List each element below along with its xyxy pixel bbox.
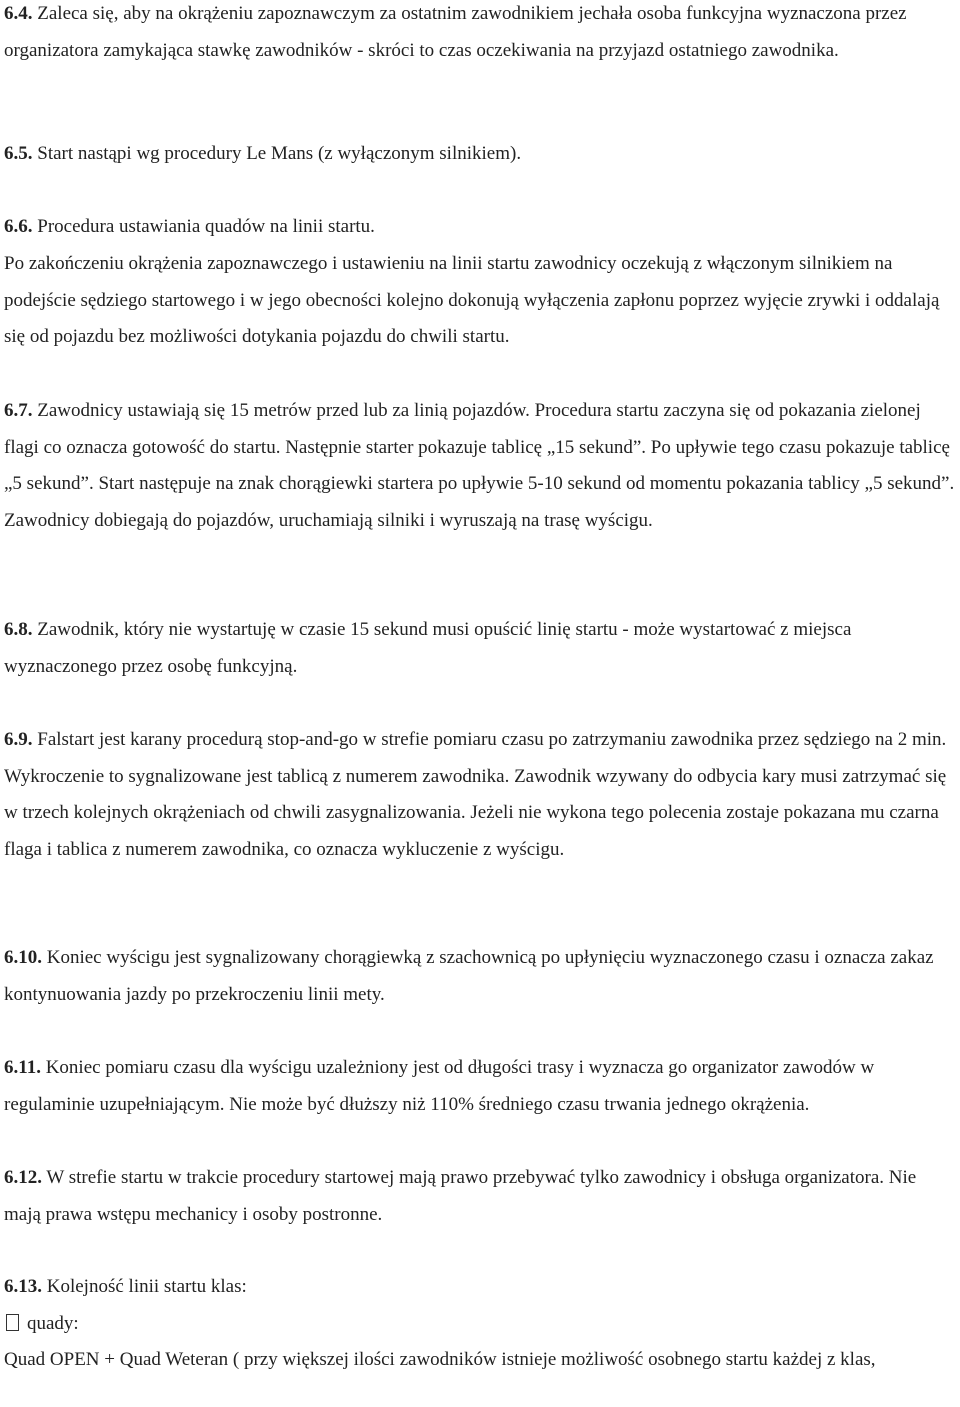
paragraph-6-9: [4, 722, 956, 868]
section-number: 6.10.: [4, 947, 42, 968]
paragraph-text: Falstart jest karany procedurą stop-and-go w strefie pomiaru czasu po zatrzymaniu zawodnika przez sędziego na 2 min. Wykroczenie to sygnalizowane jest tablicą z numerem zawodnika. Zawodnik wzywany do odbycia kary musi zatrzymać się w trzech kolejnych okrążeniach od chwili zasygnalizowania. Jeżeli nie wykona tego polecenia zostaje pokazana mu czarna flaga i tablica z numerem zawodnika, co oznacza wykluczenie z wyścigu.: [4, 729, 947, 860]
paragraph-text: Procedura ustawiania quadów na linii startu.: [32, 216, 375, 237]
section-number: 6.11.: [4, 1057, 41, 1078]
paragraph-text: Zaleca się, aby na okrążeniu zapoznawczym za ostatnim zawodnikiem jechała osoba funkcyjna wyznaczona przez organizatora zamykająca stawkę zawodników - skróci to czas oczekiwania na przyjazd ostatniego zawodnika.: [4, 3, 907, 61]
paragraph-text: Zawodnik, który nie wystartuję w czasie 15 sekund musi opuścić linię startu - może wystartować z miejsca wyznaczonego przez osobę funkcyjną.: [4, 619, 852, 677]
paragraph-text: Quad OPEN + Quad Weteran ( przy większej ilości zawodników istnieje możliwość osobnego startu każdej z klas,: [4, 1349, 876, 1370]
bullet-text: quady:: [27, 1313, 79, 1334]
paragraph-6-6-body: [4, 246, 956, 356]
paragraph-text: Koniec wyścigu jest sygnalizowany chorągiewką z szachownicą po upłynięciu wyznaczonego czasu i oznacza zakaz kontynuowania jazdy po przekroczeniu linii mety.: [4, 947, 934, 1005]
paragraph-text: Po zakończeniu okrążenia zapoznawczego i ustawieniu na linii startu zawodnicy oczekują z włączonym silnikiem na podejście sędziego startowego i w jego obecności kolejno dokonują wyłączenia zapłonu poprzez wyjęcie zrywki i oddalają się od pojazdu bez możliwości dotykania pojazdu do chwili startu.: [4, 253, 940, 347]
paragraph-text: Start nastąpi wg procedury Le Mans (z wyłączonym silnikiem).: [32, 143, 522, 164]
section-number: 6.13.: [4, 1276, 42, 1297]
paragraph-6-6: [4, 209, 956, 246]
paragraph-text: W strefie startu w trakcie procedury startowej mają prawo przebywać tylko zawodnicy i obsługa organizatora. Nie mają prawa wstępu mechanicy i osoby postronne.: [4, 1167, 917, 1225]
paragraph-text: Zawodnicy ustawiają się 15 metrów przed lub za linią pojazdów. Procedura startu zaczyna się od pokazania zielonej flagi co oznacza gotowość do startu. Następnie starter pokazuje tablicę „15 sekund”. Po upływie tego czasu pokazuje tablicę „5 sekund”. Start następuje na znak chorągiewki startera po upływie 5-10 sekund od momentu pokazania tablicy „5 sekund”. Zawodnicy dobiegają do pojazdów, uruchamiają silniki i wyruszają na trasę wyścigu.: [4, 400, 955, 531]
checkbox-icon: [6, 1314, 19, 1331]
bullet-item: [4, 1306, 956, 1343]
section-number: 6.9.: [4, 729, 33, 750]
paragraph-6-10: [4, 940, 956, 1013]
section-number: 6.4.: [4, 3, 33, 24]
paragraph-text: Koniec pomiaru czasu dla wyścigu uzależniony jest od długości trasy i wyznacza go organizator zawodów w regulaminie uzupełniającym. Nie może być dłuższy niż 110% średniego czasu trwania jednego okrążenia.: [4, 1057, 875, 1115]
paragraph-6-12: [4, 1160, 956, 1233]
paragraph-6-13: [4, 1269, 956, 1306]
paragraph-final: [4, 1342, 956, 1379]
paragraph-text: Kolejność linii startu klas:: [42, 1276, 247, 1297]
paragraph-6-5: [4, 136, 956, 173]
section-number: 6.12.: [4, 1167, 42, 1188]
paragraph-6-7: [4, 393, 956, 539]
paragraph-6-11: [4, 1050, 956, 1123]
section-number: 6.8.: [4, 619, 33, 640]
section-number: 6.7.: [4, 400, 33, 421]
paragraph-6-8: [4, 612, 956, 685]
section-number: 6.6.: [4, 216, 33, 237]
section-number: 6.5.: [4, 143, 33, 164]
paragraph-6-4: [4, 0, 956, 69]
